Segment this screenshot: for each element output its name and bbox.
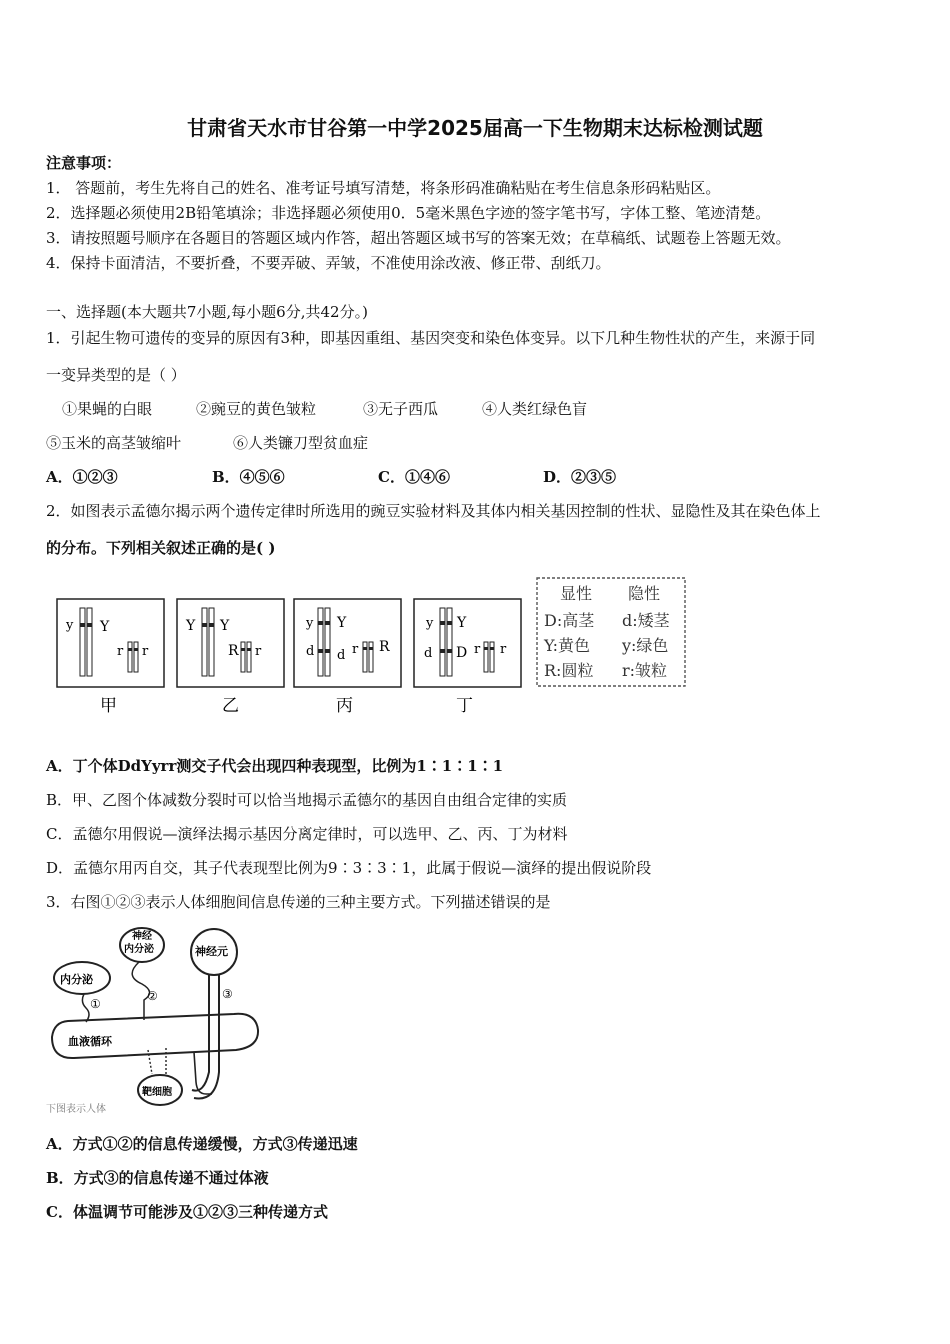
q2-stem-line2: 的分布。下列相关叙述正确的是( ) bbox=[46, 539, 276, 557]
panel-ding-label: 丁 bbox=[456, 696, 473, 716]
panel-ding-gene-r2: r bbox=[500, 642, 507, 657]
panel-jia-gene-y: y bbox=[66, 618, 74, 633]
panel-bing-gene-r: r bbox=[352, 642, 359, 657]
legend-dominant-r: R:圆粒 bbox=[544, 661, 594, 680]
q1-item-2: ②豌豆的黄色皱粒 bbox=[196, 400, 317, 418]
trait-legend bbox=[537, 578, 685, 686]
notice-item-4: 4．保持卡面清洁，不要折叠，不要弄破、弄皱，不准使用涂改液、修正带、刮纸刀。 bbox=[46, 254, 611, 272]
legend-dominant-y: Y:黄色 bbox=[544, 636, 590, 655]
panel-yi-gene-Y2: Y bbox=[220, 618, 230, 634]
blood-vessel bbox=[52, 1014, 258, 1094]
q2-option-c[interactable]: C．孟德尔用假说—演绎法揭示基因分离定律时，可以选甲、乙、丙、丁为材料 bbox=[46, 825, 568, 843]
label-blood-circulation: 血液循环 bbox=[68, 1035, 112, 1048]
panel-jia bbox=[57, 599, 164, 716]
legend-recessive-r: r:皱粒 bbox=[622, 661, 668, 680]
panel-ding-gene-d: d bbox=[424, 646, 433, 661]
panel-ding-gene-Y: Y bbox=[457, 615, 467, 631]
panel-bing bbox=[294, 599, 401, 716]
panel-jia-label: 甲 bbox=[100, 696, 117, 716]
q1-item-3: ③无子西瓜 bbox=[363, 400, 439, 418]
legend-dominant-d: D:高茎 bbox=[544, 611, 595, 630]
q2-option-a[interactable]: A．丁个体DdYyrr测交子代会出现四种表现型，比例为1∶1∶1∶1 bbox=[46, 757, 504, 775]
label-neuron: 神经元 bbox=[195, 945, 228, 958]
legend-recessive-y: y:绿色 bbox=[622, 636, 669, 655]
q3-signaling-figure bbox=[44, 922, 266, 1120]
q1-item-1: ①果蝇的白眼 bbox=[62, 400, 153, 418]
page-title: 甘肃省天水市甘谷第一中学2025届高一下生物期末达标检测试题 bbox=[187, 116, 763, 140]
panel-bing-gene-d1: d bbox=[306, 644, 315, 659]
panel-jia-gene-r1: r bbox=[117, 644, 124, 659]
notice-item-1: 1． 答题前，考生先将自己的姓名、准考证号填写清楚，将条形码准确粘贴在考生信息条形码粘贴区。 bbox=[46, 179, 721, 197]
q3-option-c[interactable]: C．体温调节可能涉及①②③三种传递方式 bbox=[46, 1203, 328, 1221]
legend-header-dominant: 显性 bbox=[560, 584, 593, 603]
panel-bing-label: 丙 bbox=[336, 696, 353, 716]
panel-yi-gene-r: r bbox=[255, 644, 262, 659]
panel-bing-gene-R: R bbox=[379, 639, 390, 655]
panel-jia-gene-r2: r bbox=[142, 644, 149, 659]
panel-bing-gene-d2: d bbox=[337, 648, 346, 663]
panel-ding-gene-r1: r bbox=[474, 642, 481, 657]
panel-bing-gene-y: y bbox=[306, 616, 314, 631]
section-heading: 一、选择题(本大题共7小题,每小题6分,共42分。) bbox=[46, 303, 368, 321]
q2-option-d[interactable]: D．孟德尔用丙自交，其子代表现型比例为9∶3∶3∶1，此属于假说—演绎的提出假说阶段 bbox=[46, 859, 652, 877]
panel-ding-gene-y: y bbox=[426, 616, 434, 631]
panel-yi-gene-Y1: Y bbox=[186, 618, 196, 634]
q1-option-c[interactable]: C．①④⑥ bbox=[378, 468, 450, 486]
marker-3: ③ bbox=[222, 987, 233, 1001]
legend-recessive-d: d:矮茎 bbox=[622, 611, 670, 630]
panel-yi-gene-R: R bbox=[228, 643, 239, 659]
marker-1: ① bbox=[90, 997, 101, 1011]
q1-stem-line1: 1．引起生物可遗传的变异的原因有3种，即基因重组、基因突变和染色体变异。以下几种生物性状的产生，来源于同 bbox=[46, 329, 816, 347]
marker-2: ② bbox=[147, 989, 158, 1003]
q1-option-b[interactable]: B．④⑤⑥ bbox=[212, 468, 285, 486]
panel-yi-label: 乙 bbox=[222, 696, 239, 716]
q1-item-4: ④人类红绿色盲 bbox=[482, 400, 588, 418]
notice-heading: 注意事项： bbox=[46, 154, 122, 172]
panel-ding-gene-D: D bbox=[456, 645, 468, 661]
notice-item-2: 2．选择题必须使用2B铅笔填涂；非选择题必须使用0．5毫米黑色字迹的签字笔书写，字体工整、笔迹清楚。 bbox=[46, 204, 771, 222]
panel-jia-gene-Y: Y bbox=[100, 619, 110, 635]
q1-item-6: ⑥人类镰刀型贫血症 bbox=[233, 434, 369, 452]
q1-item-5: ⑤玉米的高茎皱缩叶 bbox=[46, 434, 182, 452]
q2-stem-line1: 2．如图表示孟德尔揭示两个遗传定律时所选用的豌豆实验材料及其体内相关基因控制的性状、显隐性及其在染色体上 bbox=[46, 502, 821, 520]
legend-header-recessive: 隐性 bbox=[628, 584, 661, 603]
q1-option-d[interactable]: D．②③⑤ bbox=[543, 468, 617, 486]
label-neuroendocrine-1: 神经 bbox=[132, 931, 152, 942]
q2-option-b[interactable]: B．甲、乙图个体减数分裂时可以恰当地揭示孟德尔的基因自由组合定律的实质 bbox=[46, 791, 568, 809]
panel-ding bbox=[414, 599, 521, 716]
q3-option-a[interactable]: A．方式①②的信息传递缓慢，方式③传递迅速 bbox=[46, 1135, 358, 1153]
q3-option-b[interactable]: B．方式③的信息传递不通过体液 bbox=[46, 1169, 269, 1187]
panel-yi bbox=[177, 599, 284, 716]
label-target-cell: 靶细胞 bbox=[142, 1087, 172, 1098]
figure-footer-text: 下图表示人体 bbox=[46, 1104, 106, 1115]
q1-stem-line2: 一变异类型的是（ ） bbox=[46, 366, 186, 384]
panel-bing-gene-Y: Y bbox=[337, 615, 347, 631]
q2-chromosome-figure bbox=[50, 575, 695, 725]
label-endocrine: 内分泌 bbox=[60, 973, 93, 986]
q3-stem: 3．右图①②③表示人体细胞间信息传递的三种主要方式。下列描述错误的是 bbox=[46, 893, 551, 911]
endocrine-cell bbox=[54, 962, 110, 1022]
q1-option-a[interactable]: A．①②③ bbox=[46, 468, 118, 486]
notice-item-3: 3．请按照题号顺序在各题目的答题区域内作答，超出答题区域书写的答案无效；在草稿纸、试题卷上答题无效。 bbox=[46, 229, 791, 247]
label-neuroendocrine-2: 内分泌 bbox=[124, 944, 154, 955]
